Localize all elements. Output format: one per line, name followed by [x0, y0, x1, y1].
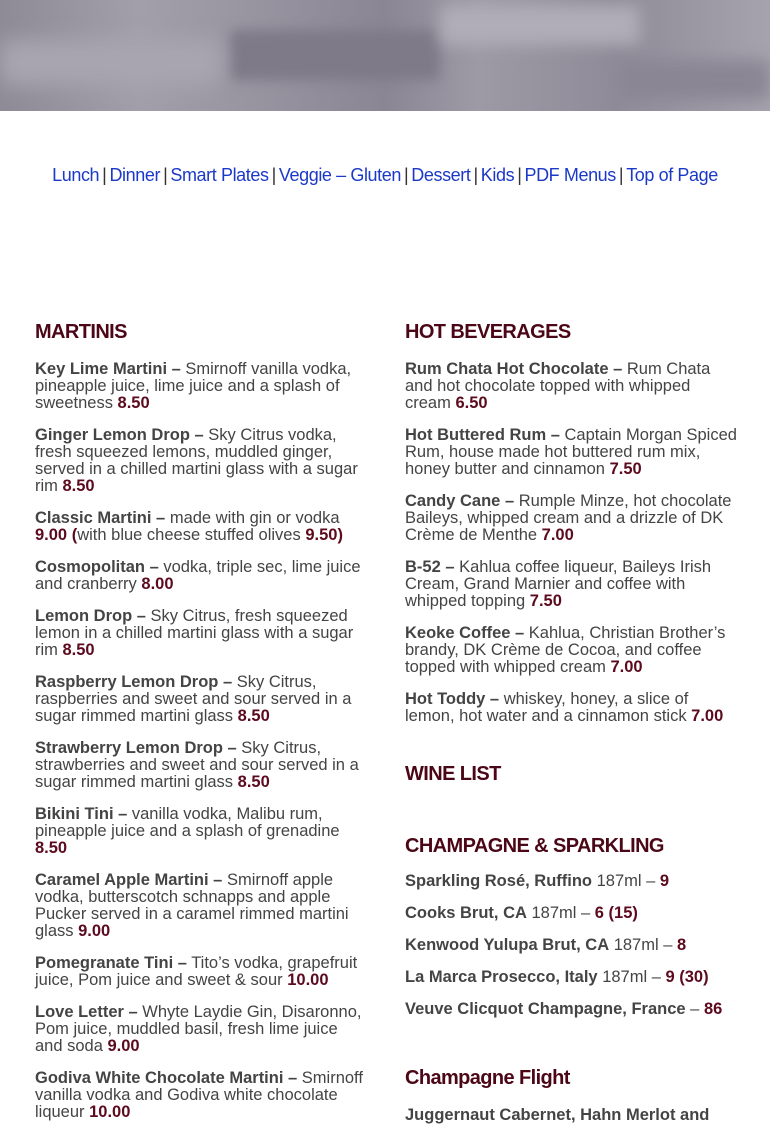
item-price: 8.50 — [237, 773, 270, 791]
hero-banner-image — [0, 0, 770, 111]
item-price: 8 — [677, 936, 687, 954]
item-name: Strawberry Lemon Drop – — [35, 739, 237, 757]
item-name: Ginger Lemon Drop – — [35, 426, 204, 444]
item-price: 6 (15) — [594, 904, 638, 922]
item-description: whiskey, honey, a slice of lemon, hot water and a cinnamon stick — [405, 690, 692, 725]
nav-link-kids[interactable]: Kids — [480, 165, 515, 185]
item-name: La Marca Prosecco, Italy — [405, 968, 598, 986]
item-description: Kahlua coffee liqueur, Baileys Irish Cream, Grand Marnier and coffee with whipped topping — [405, 558, 712, 610]
champagne-flight-heading: Champagne Flight — [405, 1067, 570, 1089]
nav-link-smart-plates[interactable]: Smart Plates — [170, 165, 269, 185]
wine-item — [405, 969, 740, 986]
item-name: Raspberry Lemon Drop – — [35, 673, 233, 691]
item-price: 86 — [703, 1000, 723, 1018]
item-name: Lemon Drop – — [35, 607, 146, 625]
item-name: Sparkling Rosé, Ruffino — [405, 872, 593, 890]
item-price: 8.50 — [62, 477, 95, 495]
nav-link-top-of-page[interactable]: Top of Page — [626, 165, 718, 185]
item-name: Kenwood Yulupa Brut, CA — [405, 936, 610, 954]
item-name: Keoke Coffee – — [405, 624, 525, 642]
item-price: 9.00 — [78, 922, 111, 940]
champagne-sparkling-heading: CHAMPAGNE & SPARKLING — [405, 835, 664, 857]
item-description: 187ml – — [526, 904, 595, 922]
item-price: 8.50 — [35, 839, 68, 857]
item-name: B-52 – — [405, 558, 455, 576]
item-description: Captain Morgan Spiced Rum, house made hot buttered rum mix, honey butter and cinnamon — [405, 426, 737, 478]
item-name: Bikini Tini – — [35, 805, 128, 823]
menu-item — [405, 691, 740, 725]
menu-item — [35, 1004, 365, 1055]
nav-separator: | — [618, 165, 624, 185]
menu-item — [405, 361, 740, 412]
menu-item — [35, 361, 365, 412]
menu-item — [35, 740, 365, 791]
item-name: Love Letter – — [35, 1003, 138, 1021]
item-price: 9.00 — [107, 1037, 140, 1055]
item-description: Whyte Laydie Gin, Disaronno, Pom juice, muddled basil, fresh lime juice and soda — [35, 1003, 362, 1055]
menu-navigation — [0, 165, 770, 186]
item-price: 10.00 — [89, 1103, 131, 1121]
nav-link-pdf-menus[interactable]: PDF Menus — [524, 165, 616, 185]
menu-item — [35, 955, 365, 989]
item-description: Sky Citrus, raspberries and sweet and sour served in a sugar rimmed martini glass — [35, 673, 352, 725]
item-description: Tito’s vodka, grapefruit juice, Pom juice and sweet & sour — [35, 954, 358, 989]
item-price: 8.00 — [141, 575, 174, 593]
flight-description — [405, 1107, 740, 1124]
item-description: Rumple Minze, hot chocolate Baileys, whipped cream and a drizzle of DK Crème de Menthe — [405, 492, 732, 544]
hot-beverages-section — [405, 320, 740, 1124]
menu-item — [35, 608, 365, 659]
item-name: Cosmopolitan – — [35, 558, 159, 576]
nav-separator: | — [473, 165, 478, 185]
item-name: Veuve Clicquot Champagne, France — [405, 1000, 686, 1018]
menu-item — [35, 806, 365, 857]
item-description: Smirnoff vanilla vodka, pineapple juice, lime juice and a splash of sweetness — [35, 360, 352, 412]
menu-item — [35, 1070, 365, 1121]
item-name: Candy Cane – — [405, 492, 515, 510]
item-name: Rum Chata Hot Chocolate – — [405, 360, 623, 378]
item-price: 7.50 — [529, 592, 562, 610]
paren-close: ) — [337, 526, 343, 544]
menu-item — [35, 559, 365, 593]
nav-link-dessert[interactable]: Dessert — [411, 165, 471, 185]
item-price: 8.50 — [62, 641, 95, 659]
menu-item — [35, 510, 365, 544]
wine-item — [405, 905, 740, 922]
menu-item — [405, 625, 740, 676]
item-description: – — [685, 1000, 704, 1018]
item-name: Cooks Brut, CA — [405, 904, 527, 922]
item-name: Godiva White Chocolate Martini – — [35, 1069, 298, 1087]
item-variant: with blue cheese stuffed olives — [77, 526, 306, 544]
item-price: 9.00 — [35, 526, 68, 544]
nav-separator: | — [403, 165, 409, 185]
menu-item — [405, 493, 740, 544]
item-description: made with gin or vodka — [165, 509, 340, 527]
item-description: Sky Citrus, strawberries and sweet and sour served in a sugar rimmed martini glass — [35, 739, 359, 791]
item-price: 8.50 — [117, 394, 150, 412]
item-description: 187ml – — [597, 968, 666, 986]
item-description: Smirnoff vanilla vodka and Godiva white chocolate liqueur — [35, 1069, 363, 1121]
nav-link-lunch[interactable]: Lunch — [52, 165, 100, 185]
item-description: 187ml – — [609, 936, 677, 954]
item-name: Juggernaut Cabernet, Hahn Merlot and — [405, 1106, 710, 1124]
item-name: Hot Buttered Rum – — [405, 426, 560, 444]
item-description: Smirnoff apple vodka, butterscotch schnapps and apple Pucker served in a caramel rimmed martini glass — [35, 871, 349, 940]
menu-item — [35, 427, 365, 495]
nav-separator: | — [517, 165, 522, 185]
wine-item — [405, 937, 740, 954]
wine-list-heading: WINE LIST — [405, 763, 501, 785]
item-name: Pomegranate Tini – — [35, 954, 187, 972]
item-price: 7.50 — [609, 460, 642, 478]
item-price: 7.00 — [691, 707, 724, 725]
item-price: 10.00 — [287, 971, 329, 989]
hot-beverages-heading: HOT BEVERAGES — [405, 321, 571, 343]
nav-link-dinner[interactable]: Dinner — [109, 165, 161, 185]
menu-item — [405, 427, 740, 478]
item-name: Caramel Apple Martini – — [35, 871, 223, 889]
martinis-heading: MARTINIS — [35, 321, 127, 343]
item-description: 187ml – — [592, 872, 660, 890]
item-variant-price: 9.50 — [305, 526, 338, 544]
wine-item — [405, 1001, 740, 1018]
item-description: Sky Citrus, fresh squeezed lemon in a chilled martini glass with a sugar rim — [35, 607, 354, 659]
menu-item — [35, 872, 365, 940]
nav-separator: | — [102, 165, 107, 185]
wine-item — [405, 873, 740, 890]
item-description: Sky Citrus vodka, fresh squeezed lemons, muddled ginger, served in a chilled martini glass with a sugar rim — [35, 426, 358, 495]
item-price: 9 (30) — [665, 968, 709, 986]
item-price: 7.00 — [610, 658, 643, 676]
nav-separator: | — [163, 165, 168, 185]
item-description: vodka, triple sec, lime juice and cranberry — [35, 558, 361, 593]
item-description: vanilla vodka, Malibu rum, pineapple juice and a splash of grenadine — [35, 805, 340, 840]
item-description: Rum Chata and hot chocolate topped with whipped cream — [405, 360, 711, 412]
item-price: 8.50 — [237, 707, 270, 725]
paren-open: ( — [67, 526, 78, 544]
item-name: Classic Martini – — [35, 509, 166, 527]
item-name: Hot Toddy – — [405, 690, 500, 708]
nav-separator: | — [271, 165, 276, 185]
item-price: 7.00 — [541, 526, 574, 544]
nav-link-veggie-gluten[interactable]: Veggie – Gluten — [278, 165, 401, 185]
menu-item — [405, 559, 740, 610]
item-name: Key Lime Martini – — [35, 360, 181, 378]
item-price: 6.50 — [455, 394, 488, 412]
item-price: 9 — [659, 872, 670, 890]
menu-item — [35, 674, 365, 725]
martinis-section — [35, 320, 365, 1121]
item-description: Kahlua, Christian Brother’s brandy, DK Crème de Cocoa, and coffee topped with whipped cream — [405, 624, 726, 676]
